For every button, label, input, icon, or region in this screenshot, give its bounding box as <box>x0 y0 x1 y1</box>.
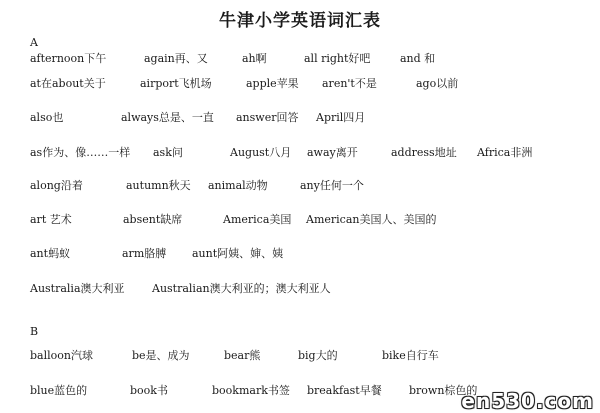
vocab-entry: absent缺席 <box>123 213 183 226</box>
vocab-entry: airport飞机场 <box>140 77 212 90</box>
vocab-entry: American美国人、美国的 <box>306 213 437 226</box>
vocab-entry: art 艺术 <box>30 213 72 226</box>
vocab-entry: Australian澳大利亚的；澳大利亚人 <box>152 282 331 295</box>
vocab-row <box>30 348 600 364</box>
vocab-entry: ago以前 <box>416 77 459 90</box>
vocab-entry: ah啊 <box>242 52 267 65</box>
vocab-entry: bear熊 <box>224 349 261 362</box>
vocab-entry: blue蓝色的 <box>30 384 88 397</box>
vocab-entry: brown棕色的 <box>409 384 478 397</box>
vocab-entry: be是、成为 <box>132 349 190 362</box>
vocab-entry: aunt阿姨、婶、姨 <box>192 247 284 260</box>
vocab-entry: any任何一个 <box>300 179 364 192</box>
vocab-row <box>30 76 600 92</box>
vocab-entry: book书 <box>130 384 168 397</box>
vocab-entry: away离开 <box>307 146 358 159</box>
vocab-row <box>30 212 600 228</box>
vocab-entry: arm胳膊 <box>122 247 167 260</box>
vocab-entry: aren't不是 <box>322 77 377 90</box>
vocab-row <box>30 246 600 262</box>
section-a-letter: A <box>30 36 38 49</box>
vocab-row <box>30 178 600 194</box>
vocab-entry: autumn秋天 <box>126 179 191 192</box>
vocab-entry: address地址 <box>391 146 457 159</box>
vocab-entry: ant蚂蚁 <box>30 247 71 260</box>
site-watermark: en530.com <box>461 389 594 413</box>
vocab-entry: all right好吧 <box>304 52 371 65</box>
vocab-row <box>30 281 600 297</box>
vocab-entry: also也 <box>30 111 64 124</box>
section-b-letter: B <box>30 325 39 338</box>
vocab-entry: afternoon下午 <box>30 52 107 65</box>
page-title: 牛津小学英语词汇表 <box>219 11 381 31</box>
vocab-row <box>30 51 600 67</box>
vocab-entry: apple苹果 <box>246 77 299 90</box>
vocab-entry: April四月 <box>316 111 366 124</box>
vocab-entry: along沿着 <box>30 179 83 192</box>
vocab-entry: as作为、像……一样 <box>30 146 131 159</box>
vocab-row <box>30 110 600 126</box>
vocab-row <box>30 145 600 161</box>
vocab-entry: August八月 <box>230 146 292 159</box>
vocab-entry: Africa非洲 <box>477 146 533 159</box>
vocab-entry: Australia澳大利亚 <box>30 282 125 295</box>
vocab-entry: ask问 <box>153 146 183 159</box>
vocab-entry: and 和 <box>400 52 436 65</box>
vocab-entry: always总是、一直 <box>121 111 214 124</box>
vocab-entry: bookmark书签 <box>212 384 290 397</box>
vocab-entry: again再、又 <box>144 52 208 65</box>
vocab-entry: breakfast早餐 <box>307 384 382 397</box>
vocab-entry: bike自行车 <box>382 349 439 362</box>
vocab-entry: big大的 <box>298 349 338 362</box>
vocab-entry: answer回答 <box>236 111 299 124</box>
vocab-entry: animal动物 <box>208 179 268 192</box>
vocab-entry: balloon汽球 <box>30 349 93 362</box>
vocab-entry: at在about关于 <box>30 77 106 90</box>
vocab-entry: America美国 <box>223 213 292 226</box>
